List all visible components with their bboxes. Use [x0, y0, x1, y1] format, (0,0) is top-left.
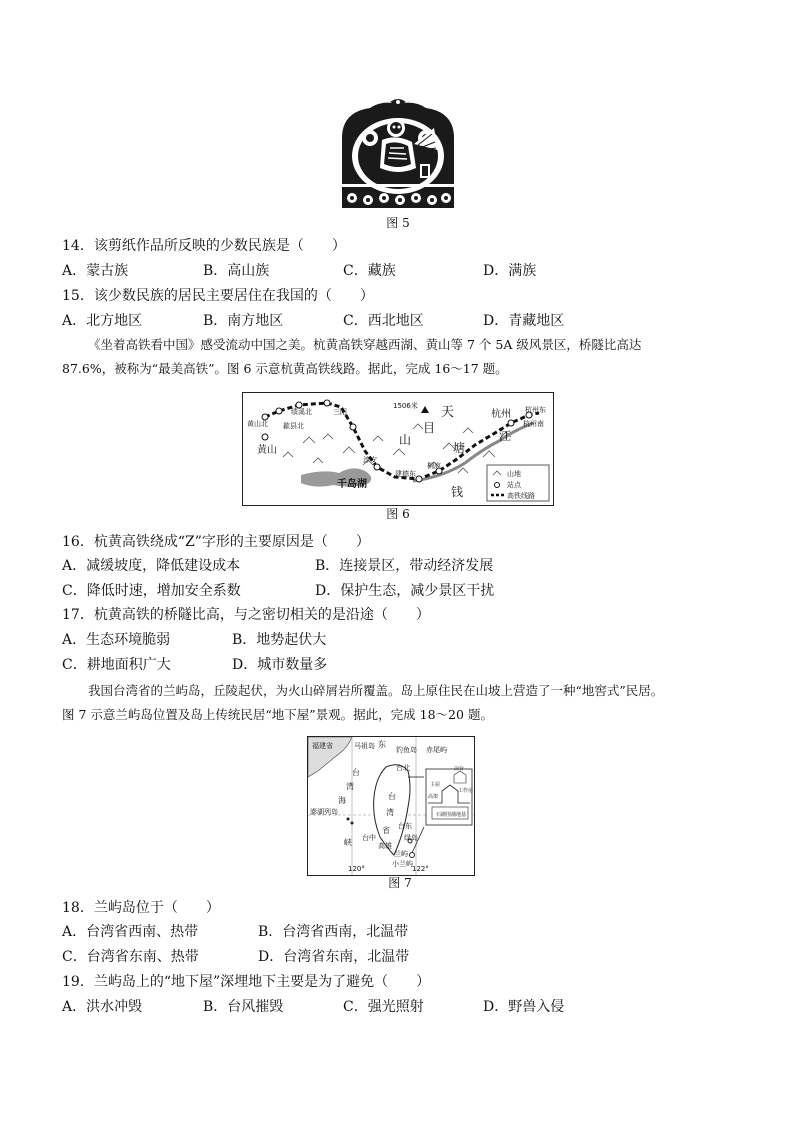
- figure-7-caption: 图 7: [388, 876, 412, 890]
- q19-option-b[interactable]: B．台风摧毁: [203, 999, 284, 1015]
- label-tonglu: 桐庐: [427, 462, 441, 470]
- label-mazu: 马祖岛: [354, 742, 375, 750]
- q18-option-a[interactable]: A．台湾省西南、热带: [62, 924, 199, 940]
- label-hangzhou: 杭州: [491, 409, 511, 420]
- q15-option-d[interactable]: D．青藏地区: [483, 313, 565, 329]
- q16-option-d[interactable]: D．保护生态，减少景区干扰: [315, 583, 495, 599]
- q18-option-d[interactable]: D．台湾省东南，北温带: [258, 949, 410, 965]
- q17-option-c[interactable]: C．耕地面积广大: [62, 657, 171, 673]
- label-jiande-dong: 建德东: [395, 470, 416, 478]
- label-lvdao: 绿岛: [404, 834, 418, 842]
- label-taizhong: 台中: [362, 834, 376, 842]
- passage-1-line-1: 《坐着高铁看中国》感受流动中国之美。杭黄高铁穿越西湖、黄山等 7 个 5A 级风景区，桥隧比高达: [88, 337, 642, 352]
- q14-option-a[interactable]: A．蒙古族: [62, 263, 129, 279]
- question-19-stem: 19．兰屿岛上的“地下屋”深埋地下主要是为了避免（ ）: [62, 974, 431, 990]
- passage-2-line-2: 图 7 示意兰屿岛位置及岛上传统民居“地下屋”景观。据此，完成 18～20 题。: [62, 707, 493, 722]
- question-15-stem: 15．该少数民族的居民主要居住在我国的（ ）: [62, 288, 374, 304]
- q18-option-b[interactable]: B．台湾省西南，北温带: [258, 924, 409, 940]
- legend-mountain: 山地: [507, 470, 521, 478]
- label-house-main: 主屋: [430, 782, 441, 788]
- label-gaoxiong: 高雄: [378, 842, 392, 850]
- label-jixi-bei: 绩溪北: [291, 408, 312, 416]
- label-chiwei: 赤尾屿: [426, 746, 447, 754]
- label-shan: 山: [399, 433, 412, 447]
- label-mu: 目: [423, 421, 436, 435]
- lanyu-map-figure: [307, 736, 475, 876]
- q14-option-d[interactable]: D．满族: [483, 263, 537, 279]
- label-house-terrace: 凉台: [454, 766, 465, 772]
- label-taiwan-1: 台: [388, 792, 396, 801]
- label-taibei: 台北: [396, 764, 410, 772]
- label-huangshan-bei: 黄山北: [247, 420, 268, 428]
- q17-option-b[interactable]: B．地势起伏大: [232, 632, 327, 648]
- label-tang: 塘: [453, 441, 466, 455]
- q15-option-a[interactable]: A．北方地区: [62, 313, 143, 329]
- question-16-stem: 16．杭黄高铁绕成“Z”字形的主要原因是（ ）: [62, 534, 370, 550]
- q16-option-c[interactable]: C．降低时速，增加安全系数: [62, 583, 241, 599]
- q17-option-a[interactable]: A．生态环境脆弱: [62, 632, 171, 648]
- peak-marker: [421, 406, 429, 413]
- label-house-workroom: 工作房: [458, 788, 474, 794]
- label-diaoyu: 钓鱼岛: [396, 746, 417, 754]
- label-hai: 海: [338, 796, 346, 805]
- label-hangzhou-dong: 杭州东: [525, 406, 546, 414]
- q16-option-a[interactable]: A．减缓坡度，降低建设成本: [62, 558, 241, 574]
- figure-5-caption: 图 5: [386, 216, 410, 230]
- label-elevation: 1506米: [393, 402, 418, 410]
- q19-option-d[interactable]: D．野兽入侵: [483, 999, 565, 1015]
- passage-2-line-1: 我国台湾省的兰屿岛，丘陵起伏，为火山碎屑岩所覆盖。岛上原住民在山坡上营造了一种“地窖式”民居。: [88, 683, 664, 698]
- q14-option-b[interactable]: B．高山族: [203, 263, 270, 279]
- label-strait-1: 台: [352, 768, 360, 777]
- label-strait-2: 湾: [346, 782, 354, 791]
- label-house-raised: 高架: [428, 794, 439, 800]
- label-huangshan: 黄山: [257, 445, 277, 456]
- q15-option-b[interactable]: B．南方地区: [203, 313, 284, 329]
- label-jiang: 江: [499, 429, 512, 443]
- label-sheng: 省: [382, 826, 390, 835]
- label-chunan: 淳安: [363, 456, 377, 464]
- mountain-symbols: [283, 424, 511, 473]
- legend-station: 站点: [507, 481, 521, 489]
- q19-option-c[interactable]: C．强光照射: [343, 999, 424, 1015]
- q16-option-b[interactable]: B．连接景区，带动经济发展: [315, 558, 494, 574]
- question-18-stem: 18．兰屿岛位于（ ）: [62, 900, 220, 916]
- label-sanyang: 三阳: [333, 408, 347, 416]
- rail-map-figure: [242, 392, 554, 506]
- label-taidong: 台东: [398, 822, 412, 830]
- label-qiandaohu: 千岛湖: [337, 479, 367, 490]
- q15-option-c[interactable]: C．西北地区: [343, 313, 424, 329]
- label-lanyu: 兰屿: [394, 850, 408, 858]
- label-lon-120: 120°: [348, 865, 365, 873]
- passage-1-line-2: 87.6%，被称为“最美高铁”。图 6 示意杭黄高铁线路。据此，完成 16～17 题。: [62, 361, 508, 376]
- label-hangzhou-nan: 杭州南: [523, 420, 544, 428]
- label-dong: 东: [378, 740, 386, 749]
- lanyu-map-svg: [308, 737, 474, 875]
- label-house-wall: 石砌围墙地基: [436, 812, 467, 818]
- label-lon-122: 122°: [412, 865, 429, 873]
- question-17-stem: 17．杭黄高铁的桥隧比高，与之密切相关的是沿途（ ）: [62, 607, 430, 623]
- label-tian: 天: [441, 405, 455, 420]
- question-14-stem: 14．该剪纸作品所反映的少数民族是（ ）: [62, 238, 346, 254]
- q18-option-c[interactable]: C．台湾省东南、热带: [62, 949, 199, 965]
- label-penghu: 澎湖列岛: [310, 808, 338, 816]
- q14-option-c[interactable]: C．藏族: [343, 263, 396, 279]
- figure-6-caption: 图 6: [386, 507, 410, 521]
- q17-option-d[interactable]: D．城市数量多: [232, 657, 328, 673]
- label-taiwan-2: 湾: [386, 808, 394, 817]
- q19-option-a[interactable]: A．洪水冲毁: [62, 999, 143, 1015]
- label-xia: 峡: [344, 838, 352, 847]
- paper-cut-figure: [334, 98, 462, 214]
- legend-rail: 高铁线路: [507, 492, 535, 500]
- label-shexian-bei: 歙县北: [283, 422, 304, 430]
- label-qian: 钱: [451, 485, 464, 499]
- label-fujian: 福建省: [312, 742, 333, 750]
- label-xiaolanyu: 小兰屿: [392, 860, 413, 868]
